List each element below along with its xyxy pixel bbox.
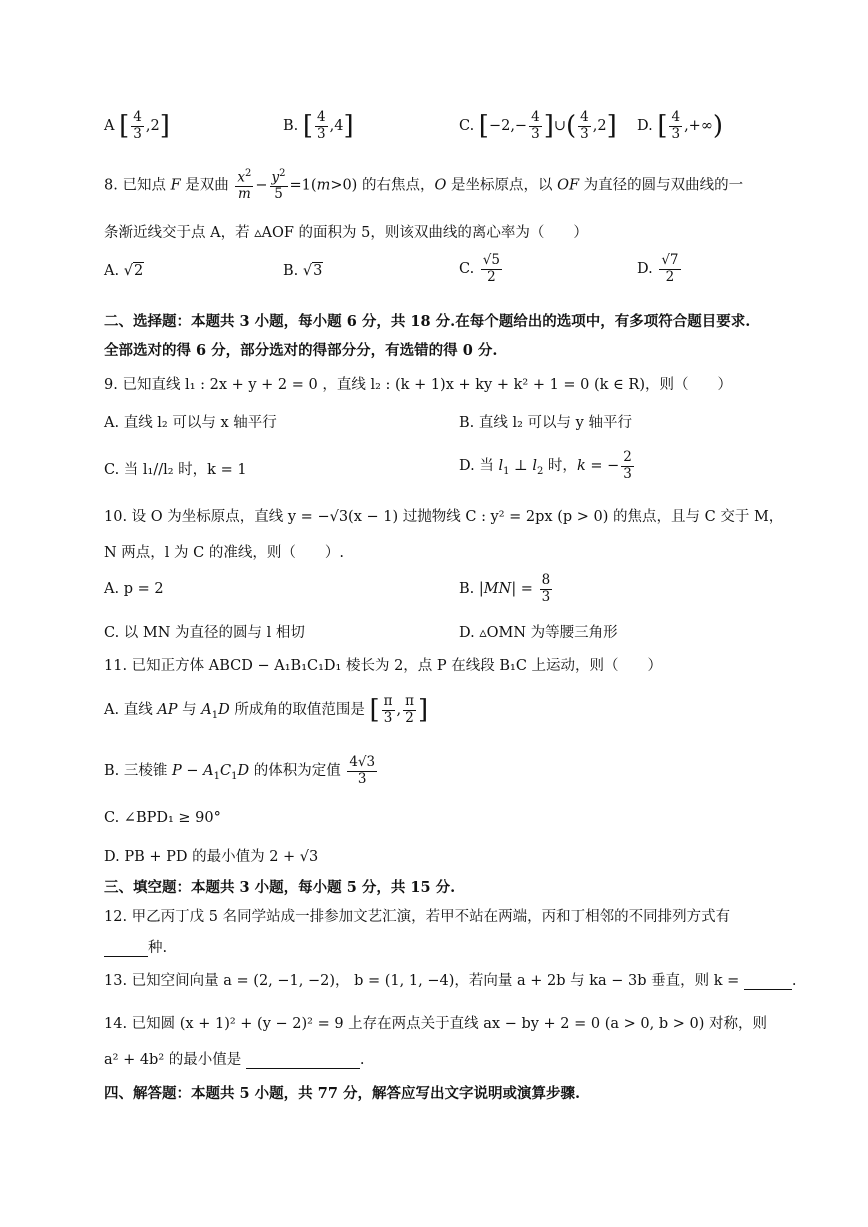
q12-answer-blank[interactable] xyxy=(104,956,148,957)
q8-line2: 条渐近线交于点 A，若 ▵AOF 的面积为 5，则该双曲线的离心率为（ ） xyxy=(104,225,588,241)
q8-option-d: D. $\frac{√7}{2}$ xyxy=(637,252,679,285)
q11-option-d: D. PB + PD 的最小值为 2 + √3 xyxy=(104,849,319,865)
q10-line1: 10. 设 O 为坐标原点，直线 y = −√3(x − 1) 过抛物线 C : y² = 2px (p > 0) 的焦点，且与 C 交于 M， xyxy=(104,509,784,525)
q9-option-c: C. 当 l₁//l₂ 时，k = 1 xyxy=(104,462,247,478)
q12-line2: 种. xyxy=(104,936,167,957)
q10-option-a: A. p = 2 xyxy=(104,581,164,597)
q11-option-c: C. ∠BPD₁ ≥ 90° xyxy=(104,810,221,826)
q7-option-d: D. [ $\frac{4}{3}$ ,+∞) xyxy=(637,109,724,142)
section2-heading-line2: 全部选对的得 6 分，部分选对的得部分分，有选错的得 0 分. xyxy=(104,342,498,359)
q13-answer-blank[interactable] xyxy=(744,989,792,990)
q10-option-b: B. |MN| = $\frac{8}{3}$ xyxy=(459,572,551,605)
q13-line: 13. 已知空间向量 a = (2, −1, −2)， b = (1, 1, −4)，若向量 a + 2b 与 ka − 3b 垂直，则 k = . xyxy=(104,973,797,989)
q10-option-d: D. ▵OMN 为等腰三角形 xyxy=(459,625,618,641)
section3-heading: 三、填空题：本题共 3 小题，每小题 5 分，共 15 分. xyxy=(104,879,456,896)
q8-option-b: B. √3 xyxy=(283,263,323,279)
q7-option-c: C. [−2,− $\frac{4}{3}$ ]∪( $\frac{4}{3}$ ,2] xyxy=(459,109,617,142)
section4-heading: 四、解答题：本题共 5 小题，共 77 分，解答应写出文字说明或演算步骤. xyxy=(104,1085,581,1102)
q8-line1: 8. 已知点 F 是双曲 $\frac{x^2}{m}$ − $\frac{y^2}{5}$ =1(m>0) 的右焦点，O 是坐标原点，以 OF 为直径的圆与双曲线的一 xyxy=(104,168,744,203)
q9-option-a: A. 直线 l₂ 可以与 x 轴平行 xyxy=(104,415,277,431)
q14-answer-blank[interactable] xyxy=(246,1068,360,1069)
q11-stem: 11. 已知正方体 ABCD − A₁B₁C₁D₁ 棱长为 2，点 P 在线段 B₁C 上运动，则（ ） xyxy=(104,658,663,674)
q11-option-b: B. 三棱锥 $P - A_1C_1D$ 的体积为定值 $\frac{4√3}{3}$ xyxy=(104,754,376,787)
q7-option-b: B. [ $\frac{4}{3}$ ,4] xyxy=(283,109,354,142)
section2-heading-line1: 二、选择题：本题共 3 小题，每小题 6 分，共 18 分.在每个题给出的选项中，有多项符合题目要求. xyxy=(104,313,751,330)
q9-stem: 9. 已知直线 l₁ : 2x + y + 2 = 0 ，直线 l₂ : (k + 1)x + ky + k² + 1 = 0 (k ∈ R)，则（ ） xyxy=(104,377,732,393)
q10-option-c: C. 以 MN 为直径的圆与 l 相切 xyxy=(104,625,305,641)
q11-option-a: A. 直线 AP 与 $A_1D$ 所成角的取值范围是 [ $\frac{\pi}{3}$ , $\frac{\pi}{2}$ ] xyxy=(104,693,429,726)
q8-option-c: C. $\frac{√5}{2}$ xyxy=(459,252,500,285)
q10-line2: N 两点，l 为 C 的准线，则（ ）. xyxy=(104,545,344,561)
q12-line1: 12. 甲乙丙丁戊 5 名同学站成一排参加文艺汇演，若甲不站在两端，丙和丁相邻的不同排列方式有 xyxy=(104,909,731,925)
q8-option-a: A. √2 xyxy=(104,263,144,279)
q9-option-d: D. 当 $l_1$ ⊥ $l_2$ 时，k = − $\frac{2}{3}$ xyxy=(459,449,632,482)
q7-option-a: A [ $\frac{4}{3}$ ,2] xyxy=(104,109,170,142)
q14-line1: 14. 已知圆 (x + 1)² + (y − 2)² = 9 上存在两点关于直线 ax − by + 2 = 0 (a > 0, b > 0) 对称，则 xyxy=(104,1016,767,1032)
q14-line2: a² + 4b² 的最小值是 . xyxy=(104,1052,365,1068)
q9-option-b: B. 直线 l₂ 可以与 y 轴平行 xyxy=(459,415,632,431)
